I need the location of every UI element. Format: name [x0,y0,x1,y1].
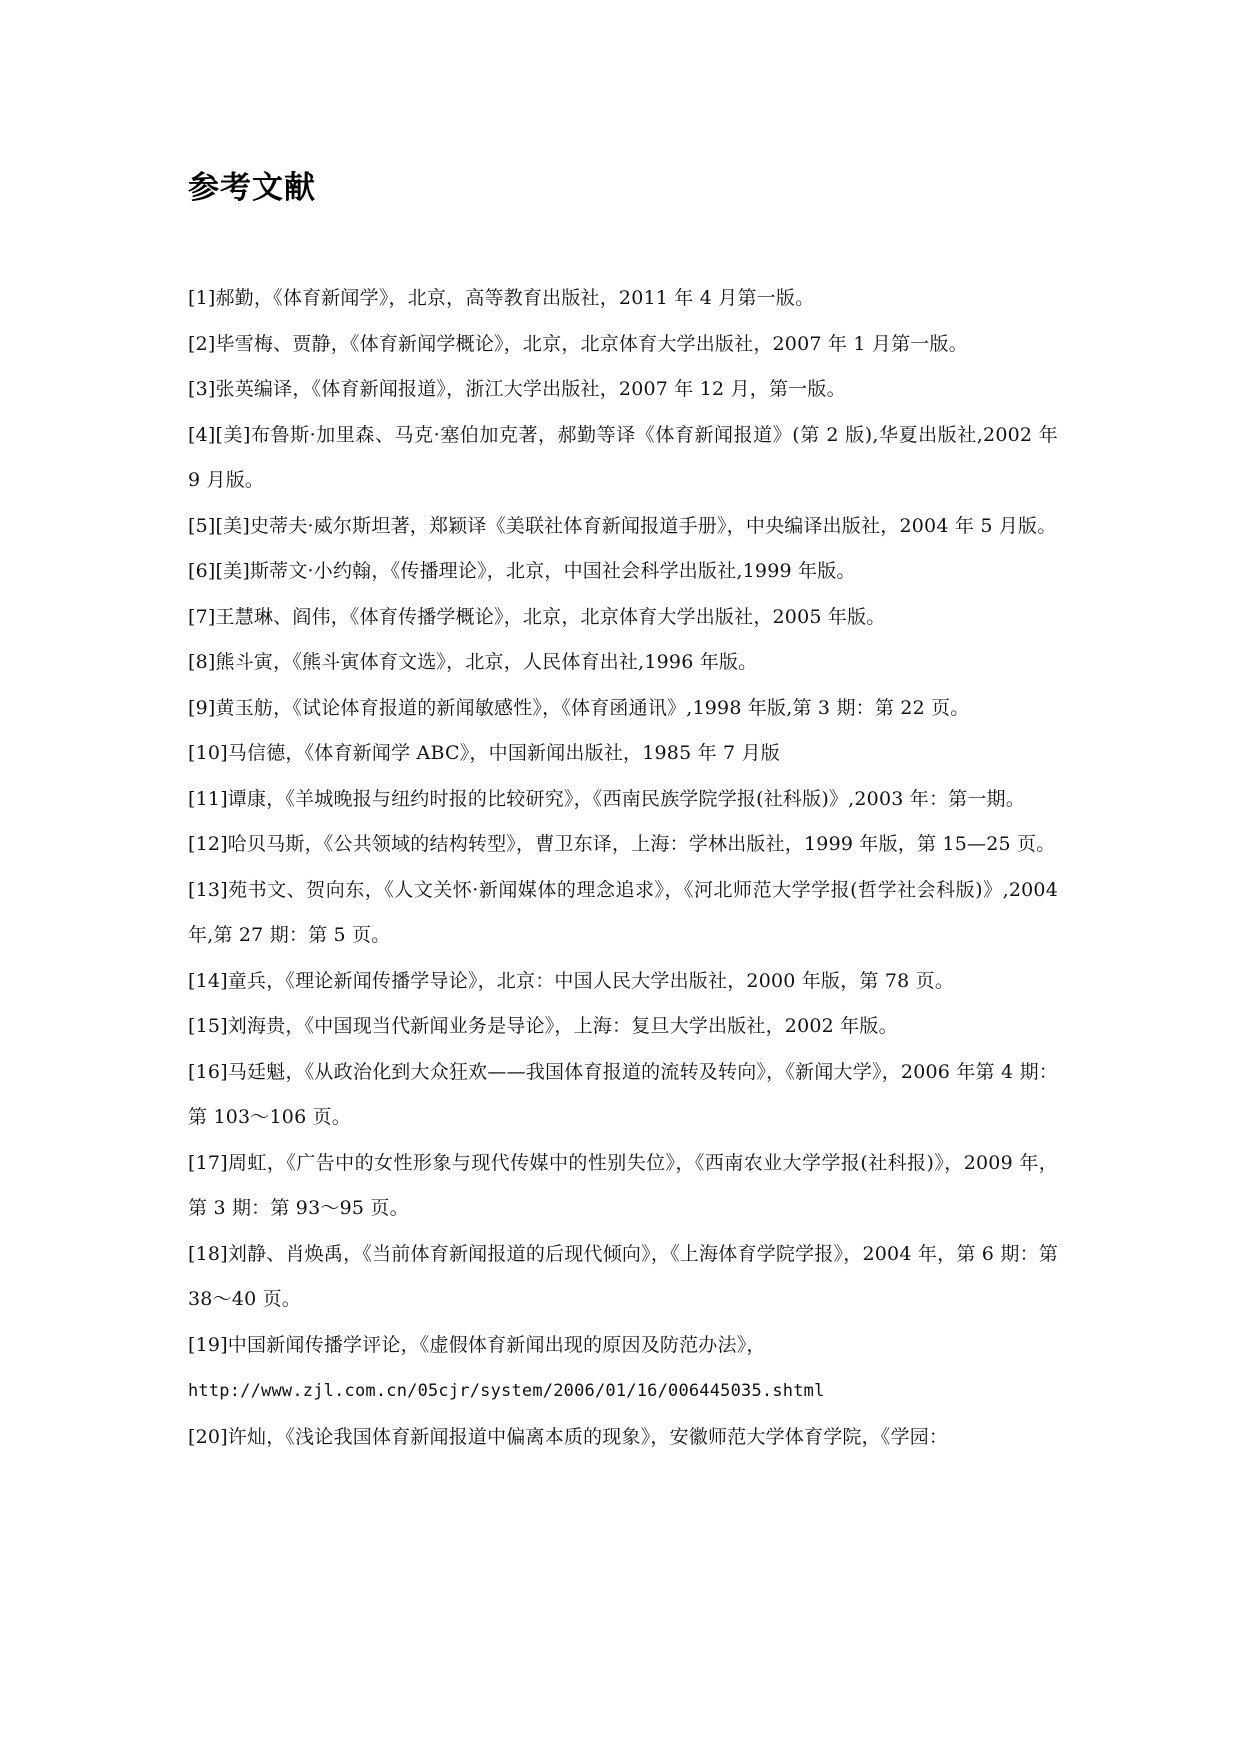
reference-item-19 [188,1323,1058,1415]
reference-item-13: [13]苑书文、贺向东，《人文关怀·新闻媒体的理念追求》，《河北师范大学学报(哲学社会科版)》,2004 年,第 27 期：第 5 页。 [188,878,1058,946]
reference-item-14: [14]童兵，《理论新闻传播学导论》，北京：中国人民大学出版社，2000 年版，第 78 页。 [188,969,955,992]
reference-item-5: [5][美]史蒂夫·威尔斯坦著，郑颖译《美联社体育新闻报道手册》，中央编译出版社，2004 年 5 月版。 [188,514,1057,537]
reference-item-6: [6][美]斯蒂文·小约翰，《传播理论》，北京，中国社会科学出版社,1999 年版。 [188,560,856,582]
reference-item-7: [7]王慧琳、阎伟，《体育传播学概论》，北京，北京体育大学出版社，2005 年版。 [188,605,886,628]
reference-item-2: [2]毕雪梅、贾静，《体育新闻学概论》，北京，北京体育大学出版社，2007 年 1 月第一版。 [188,332,968,355]
reference-item-16: [16]马廷魁，《从政治化到大众狂欢——我国体育报道的流转及转向》，《新闻大学》，2006 年第 4 期：第 103～106 页。 [188,1060,1058,1128]
reference-item-12: [12]哈贝马斯，《公共领域的结构转型》，曹卫东译，上海：学林出版社，1999 年版，第 15—25 页。 [188,833,1056,855]
reference-item-15: [15]刘海贵，《中国现当代新闻业务是导论》，上海：复旦大学出版社，2002 年版。 [188,1015,898,1037]
reference-item-9: [9]黄玉舫，《试论体育报道的新闻敏感性》，《体育函通讯》,1998 年版,第 3 期：第 22 页。 [188,696,970,719]
reference-url-link[interactable]: http://www.zjl.com.cn/05cjr/system/2006/01/16/006445035.shtml [188,1381,825,1401]
reference-item-10: [10]马信德，《体育新闻学 ABC》，中国新闻出版社，1985 年 7 月版 [188,742,780,764]
reference-item-4: [4][美]布鲁斯·加里森、马克·塞伯加克著，郝勤等译《体育新闻报道》(第 2 版),华夏出版社,2002 年 9 月版。 [188,423,1058,491]
reference-item-20: [20]许灿，《浅论我国体育新闻报道中偏离本质的现象》，安徽师范大学体育学院，《学园： [188,1425,949,1448]
reference-item-1: [1]郝勤，《体育新闻学》，北京，高等教育出版社，2011 年 4 月第一版。 [188,287,815,309]
reference-item-3: [3]张英编译，《体育新闻报道》，浙江大学出版社，2007 年 12 月，第一版。 [188,378,846,400]
reference-item-18: [18]刘静、肖焕禹，《当前体育新闻报道的后现代倾向》，《上海体育学院学报》，2004 年，第 6 期：第 38～40 页。 [188,1242,1058,1310]
reference-item-8: [8]熊斗寅，《熊斗寅体育文选》，北京，人民体育出社,1996 年版。 [188,651,758,673]
reference-item-19-text: [19]中国新闻传播学评论，《虚假体育新闻出现的原因及防范办法》， [188,1333,766,1356]
reference-list [188,276,1058,1460]
page-title: 参考文献 [188,170,316,206]
reference-item-17: [17]周虹，《广告中的女性形象与现代传媒中的性别失位》，《西南农业大学学报(社科报)》，2009 年，第 3 期：第 93～95 页。 [188,1151,1058,1219]
reference-item-11: [11]谭康，《羊城晚报与纽约时报的比较研究》，《西南民族学院学报(社科版)》,2003 年：第一期。 [188,787,1025,810]
